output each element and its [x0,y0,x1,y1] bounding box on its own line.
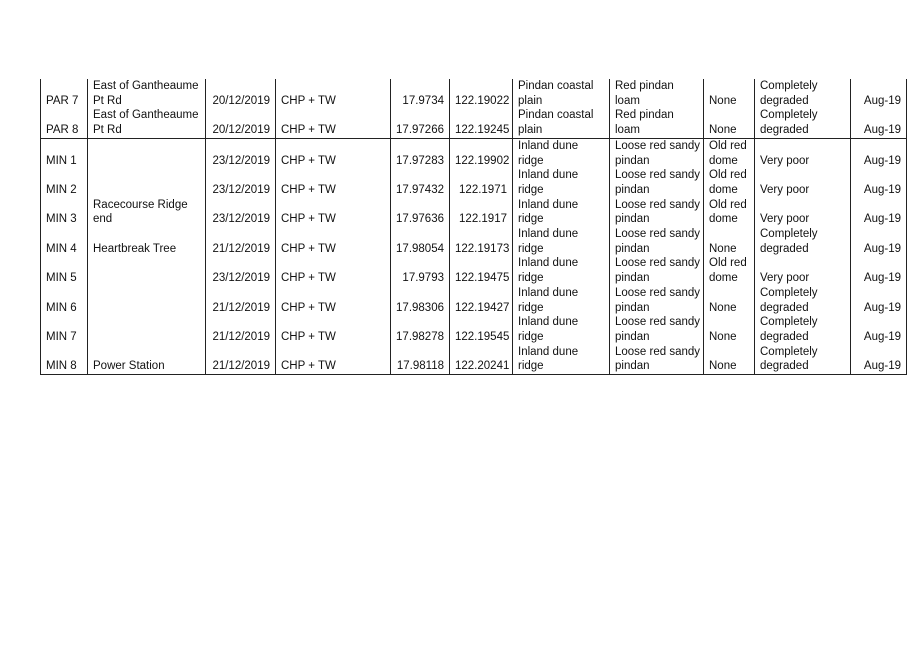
location-cell [88,138,206,168]
condition-cell: Completely degraded [755,345,851,375]
longitude-cell: 122.19022 [450,79,513,108]
location-cell [88,286,206,315]
latitude-cell: 17.98118 [391,345,450,375]
site-id-cell: MIN 6 [41,286,88,315]
date-cell: 21/12/2019 [206,286,276,315]
condition-cell: Completely degraded [755,286,851,315]
location-cell: East of Gantheaume Pt Rd [88,79,206,108]
month-cell: Aug-19 [851,256,907,285]
condition-cell: Very poor [755,168,851,197]
date-cell: 23/12/2019 [206,256,276,285]
month-cell: Aug-19 [851,227,907,256]
table-row [41,108,907,138]
table-row [41,138,907,168]
longitude-cell: 122.19245 [450,108,513,138]
landform-cell: Inland dune ridge [513,198,610,227]
latitude-cell: 17.98054 [391,227,450,256]
dome-cell: None [704,286,755,315]
longitude-cell: 122.20241 [450,345,513,375]
site-id-cell: MIN 7 [41,315,88,344]
soil-cell: Loose red sandy pindan [610,345,704,375]
latitude-cell: 17.97283 [391,138,450,168]
landform-cell: Inland dune ridge [513,168,610,197]
soil-cell: Loose red sandy pindan [610,198,704,227]
landform-cell: Inland dune ridge [513,345,610,375]
landform-cell: Pindan coastal plain [513,79,610,108]
recorders-cell: CHP + TW [276,227,391,256]
dome-cell: None [704,345,755,375]
table-row [41,168,907,197]
site-survey-table [40,79,907,375]
latitude-cell: 17.98306 [391,286,450,315]
date-cell: 23/12/2019 [206,168,276,197]
dome-cell: Old red dome [704,168,755,197]
latitude-cell: 17.98278 [391,315,450,344]
site-id-cell: PAR 8 [41,108,88,138]
recorders-cell: CHP + TW [276,138,391,168]
table-row [41,286,907,315]
month-cell: Aug-19 [851,345,907,375]
month-cell: Aug-19 [851,138,907,168]
month-cell: Aug-19 [851,108,907,138]
recorders-cell: CHP + TW [276,168,391,197]
location-cell: East of Gantheaume Pt Rd [88,108,206,138]
longitude-cell: 122.1971 [450,168,513,197]
month-cell: Aug-19 [851,79,907,108]
landform-cell: Inland dune ridge [513,286,610,315]
dome-cell: None [704,315,755,344]
site-id-cell: MIN 2 [41,168,88,197]
dome-cell: None [704,79,755,108]
location-cell: Power Station [88,345,206,375]
location-cell [88,256,206,285]
landform-cell: Inland dune ridge [513,138,610,168]
latitude-cell: 17.9734 [391,79,450,108]
latitude-cell: 17.9793 [391,256,450,285]
soil-cell: Loose red sandy pindan [610,256,704,285]
latitude-cell: 17.97266 [391,108,450,138]
location-cell [88,315,206,344]
dome-cell: Old red dome [704,138,755,168]
site-id-cell: MIN 4 [41,227,88,256]
longitude-cell: 122.19427 [450,286,513,315]
longitude-cell: 122.19545 [450,315,513,344]
recorders-cell: CHP + TW [276,286,391,315]
table-row [41,198,907,227]
recorders-cell: CHP + TW [276,345,391,375]
longitude-cell: 122.19475 [450,256,513,285]
soil-cell: Red pindan loam [610,108,704,138]
site-id-cell: MIN 8 [41,345,88,375]
site-id-cell: MIN 5 [41,256,88,285]
dome-cell: Old red dome [704,256,755,285]
location-cell: Heartbreak Tree [88,227,206,256]
latitude-cell: 17.97432 [391,168,450,197]
table-row [41,79,907,108]
table-row [41,256,907,285]
condition-cell: Very poor [755,256,851,285]
month-cell: Aug-19 [851,168,907,197]
date-cell: 21/12/2019 [206,227,276,256]
month-cell: Aug-19 [851,286,907,315]
condition-cell: Completely degraded [755,79,851,108]
condition-cell: Completely degraded [755,108,851,138]
landform-cell: Inland dune ridge [513,227,610,256]
month-cell: Aug-19 [851,198,907,227]
soil-cell: Loose red sandy pindan [610,227,704,256]
soil-cell: Loose red sandy pindan [610,315,704,344]
condition-cell: Completely degraded [755,227,851,256]
soil-cell: Loose red sandy pindan [610,168,704,197]
longitude-cell: 122.19173 [450,227,513,256]
month-cell: Aug-19 [851,315,907,344]
dome-cell: None [704,227,755,256]
soil-cell: Loose red sandy pindan [610,138,704,168]
landform-cell: Inland dune ridge [513,256,610,285]
location-cell: Racecourse Ridge end [88,198,206,227]
recorders-cell: CHP + TW [276,198,391,227]
condition-cell: Completely degraded [755,315,851,344]
location-cell [88,168,206,197]
soil-cell: Red pindan loam [610,79,704,108]
recorders-cell: CHP + TW [276,315,391,344]
table-row [41,345,907,375]
dome-cell: None [704,108,755,138]
date-cell: 21/12/2019 [206,315,276,344]
date-cell: 20/12/2019 [206,79,276,108]
date-cell: 20/12/2019 [206,108,276,138]
site-id-cell: MIN 3 [41,198,88,227]
longitude-cell: 122.1917 [450,198,513,227]
date-cell: 23/12/2019 [206,198,276,227]
date-cell: 21/12/2019 [206,345,276,375]
table-row [41,315,907,344]
site-id-cell: PAR 7 [41,79,88,108]
dome-cell: Old red dome [704,198,755,227]
site-id-cell: MIN 1 [41,138,88,168]
condition-cell: Very poor [755,138,851,168]
recorders-cell: CHP + TW [276,108,391,138]
recorders-cell: CHP + TW [276,79,391,108]
date-cell: 23/12/2019 [206,138,276,168]
longitude-cell: 122.19902 [450,138,513,168]
table-row [41,227,907,256]
landform-cell: Pindan coastal plain [513,108,610,138]
landform-cell: Inland dune ridge [513,315,610,344]
soil-cell: Loose red sandy pindan [610,286,704,315]
condition-cell: Very poor [755,198,851,227]
latitude-cell: 17.97636 [391,198,450,227]
recorders-cell: CHP + TW [276,256,391,285]
